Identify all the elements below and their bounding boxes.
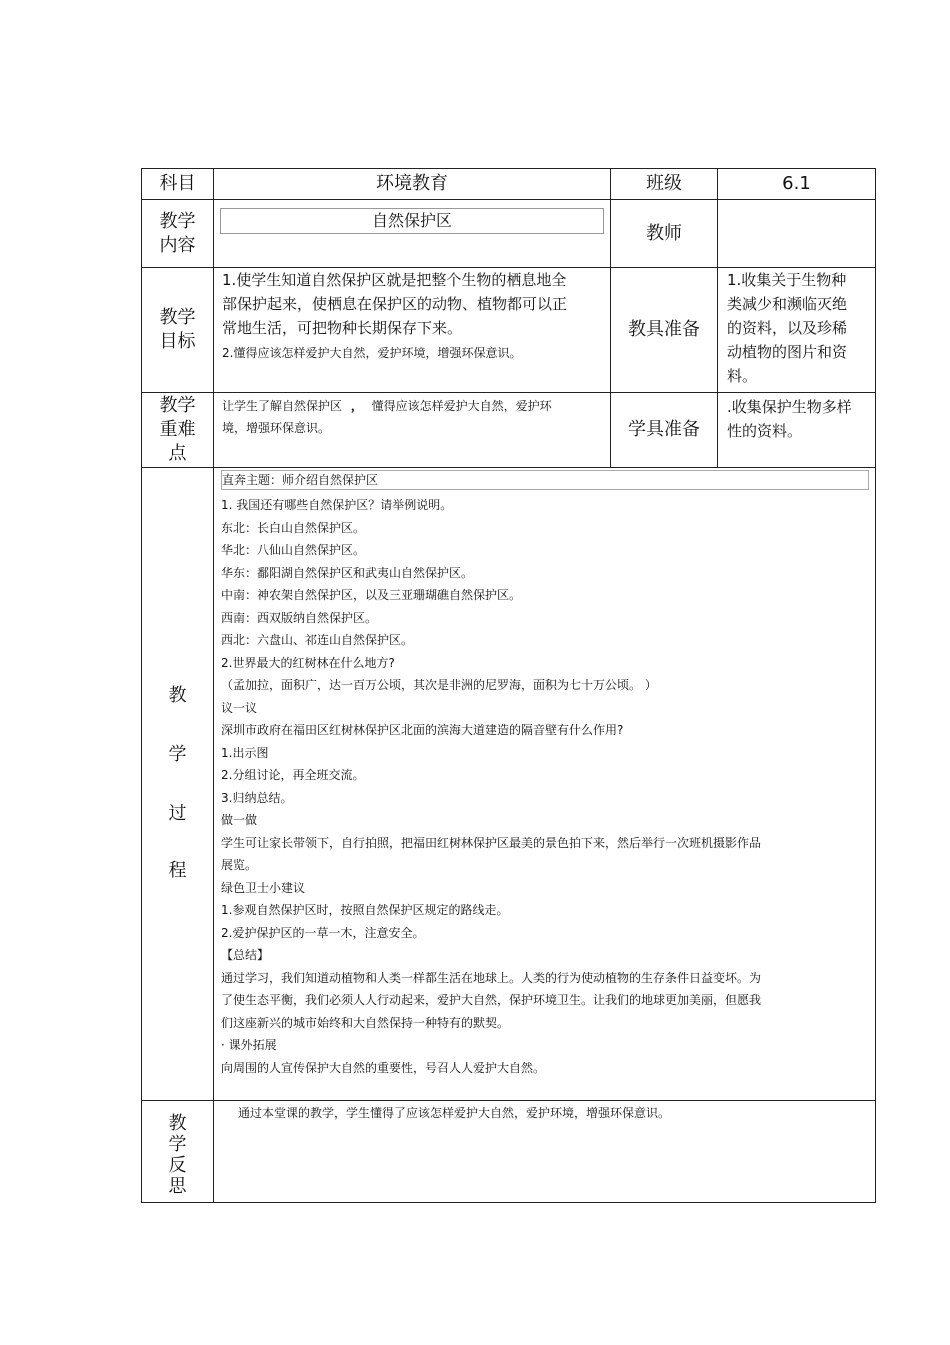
tools-line: 1.收集关于生物种 xyxy=(727,271,847,289)
process-line: 深圳市政府在福田区红树林保护区北面的滨海大道建造的隔音壁有什么作用? xyxy=(221,723,624,737)
reflection-label-char-3: 反 xyxy=(168,1155,187,1176)
reflection-label xyxy=(141,1100,214,1203)
teacher-label: 教师 xyxy=(610,199,718,268)
process-text xyxy=(221,470,875,1079)
process-lines xyxy=(221,494,875,1079)
process-line: 2.世界最大的红树林在什么地方? xyxy=(221,655,395,670)
goals-label-line-2: 目标 xyxy=(159,331,196,352)
process-line: 3.归纳总结。 xyxy=(221,790,293,805)
tools-line: 料。 xyxy=(727,367,758,385)
tools-line: 的资料，以及珍稀 xyxy=(727,319,848,337)
process-line: 做一做 xyxy=(221,813,258,827)
process-line: 议一议 xyxy=(221,700,258,715)
goals-line: 1.使学生知道自然保护区就是把整个生物的栖息地全 xyxy=(222,271,567,289)
process-line: 西北：六盘山、祁连山自然保护区。 xyxy=(221,633,414,647)
process-topic: 直奔主题：师介绍自然保护区 xyxy=(221,470,869,490)
goals-label-line-1: 教学 xyxy=(159,307,196,328)
reflection-label-char-4: 思 xyxy=(168,1176,187,1197)
goals-line-2: 2.懂得应该怎样爱护大自然，爱护环境，增强环保意识。 xyxy=(222,346,522,360)
process-line: 学生可让家长带领下，自行拍照，把福田红树林保护区最美的景色拍下来，然后举行一次班机摄影作品 xyxy=(221,835,762,850)
reflection-label-char-1: 教 xyxy=(168,1113,187,1134)
difficulty-line-1 xyxy=(222,395,552,417)
reflection-label-text xyxy=(142,1113,213,1197)
content-label-line-1: 教学 xyxy=(159,210,196,232)
process-label xyxy=(141,467,214,1101)
content-label xyxy=(141,199,214,268)
difficulty-cell xyxy=(213,392,611,468)
process-line: （孟加拉，面积广，达一百万公顷，其次是非洲的尼罗海，面积为七十万公顷。 ） xyxy=(221,678,657,692)
content-value-cell xyxy=(213,199,611,268)
process-cell xyxy=(213,467,876,1101)
goals-line: 部保护起来，使栖息在保护区的动物、植物都可以正 xyxy=(222,295,568,313)
process-line: 东北：长白山自然保护区。 xyxy=(221,520,366,535)
difficulty-label xyxy=(141,392,214,468)
process-line: 2.分组讨论，再全班交流。 xyxy=(221,768,365,782)
student-tools-line: .收集保护生物多样 xyxy=(727,398,852,416)
reflection-text: 通过本堂课的教学，学生懂得了应该怎样爱护大自然，爱护环境，增强环保意识。 xyxy=(238,1106,671,1120)
tools-text xyxy=(727,268,847,388)
difficulty-label-line-3: 点 xyxy=(168,443,187,464)
class-value: 6.1 xyxy=(717,168,876,200)
difficulty-comma: ， xyxy=(350,399,363,413)
process-line: 绿色卫士小建议 xyxy=(221,880,306,895)
tools-line: 类减少和濒临灭绝 xyxy=(727,295,848,313)
process-line: 们这座新兴的城市始终和大自然保持一种特有的默契。 xyxy=(221,1015,510,1030)
process-line: 了使生态平衡，我们必须人人行动起来，爱护大自然，保护环境卫生。让我们的地球更加美丽，但愿我 xyxy=(221,993,762,1007)
student-tools-label: 学具准备 xyxy=(610,392,718,468)
process-line: 【总结】 xyxy=(221,948,270,962)
difficulty-line-1c: 懂得应该怎样爱护大自然，爱护环 xyxy=(371,399,552,413)
process-line: 1.参观自然保护区时，按照自然保护区规定的路线走。 xyxy=(221,903,509,917)
process-label-char-4: 程 xyxy=(168,860,187,881)
goals-line: 常地生活，可把物种长期保存下来。 xyxy=(222,319,463,337)
difficulty-label-line-2: 重难 xyxy=(159,419,196,440)
process-line: 展览。 xyxy=(221,858,258,872)
tools-label: 教具准备 xyxy=(610,267,718,393)
process-line: 通过学习，我们知道动植物和人类一样都生活在地球上。人类的行为使动植物的生存条件日益变坏。为 xyxy=(221,970,762,985)
difficulty-text xyxy=(222,395,552,439)
process-line: 2.爱护保护区的一草一木，注意安全。 xyxy=(221,925,425,940)
process-line: · 课外拓展 xyxy=(221,1038,277,1052)
reflection-label-char-2: 学 xyxy=(168,1134,187,1155)
process-line: 华东：鄱阳湖自然保护区和武夷山自然保护区。 xyxy=(221,565,474,580)
process-line: 向周围的人宣传保护大自然的重要性，号召人人爱护大自然。 xyxy=(221,1060,546,1075)
process-label-char-2: 学 xyxy=(168,744,187,765)
student-tools-line: 性的资料。 xyxy=(727,422,803,440)
process-line: 中南：神农架自然保护区，以及三亚珊瑚礁自然保护区。 xyxy=(221,588,522,602)
student-tools-cell xyxy=(717,392,876,468)
lesson-plan-table xyxy=(142,169,877,1204)
teacher-value xyxy=(717,199,876,268)
student-tools-text xyxy=(727,395,852,443)
subject-label: 科目 xyxy=(141,168,214,200)
goals-cell xyxy=(213,267,611,393)
process-label-char-3: 过 xyxy=(168,803,187,824)
process-line: 华北：八仙山自然保护区。 xyxy=(221,543,366,557)
process-line: 1.出示图 xyxy=(221,745,269,760)
subject-value: 环境教育 xyxy=(213,168,611,200)
process-label-char-1: 教 xyxy=(168,685,187,706)
difficulty-label-line-1: 教学 xyxy=(159,395,196,416)
content-value: 自然保护区 xyxy=(220,208,604,234)
goals-label xyxy=(141,267,214,393)
tools-cell xyxy=(717,267,876,393)
difficulty-line-2: 境，增强环保意识。 xyxy=(222,421,331,435)
goals-text xyxy=(222,268,567,364)
process-line: 1. 我国还有哪些自然保护区？请举例说明。 xyxy=(221,498,453,512)
process-line: 西南：西双版纳自然保护区。 xyxy=(221,610,378,625)
reflection-cell xyxy=(213,1100,876,1203)
difficulty-line-1a: 让学生了解自然保护区 xyxy=(222,399,343,413)
content-label-line-2: 内容 xyxy=(159,234,196,256)
tools-line: 动植物的图片和资 xyxy=(727,343,848,361)
class-label: 班级 xyxy=(610,168,718,200)
